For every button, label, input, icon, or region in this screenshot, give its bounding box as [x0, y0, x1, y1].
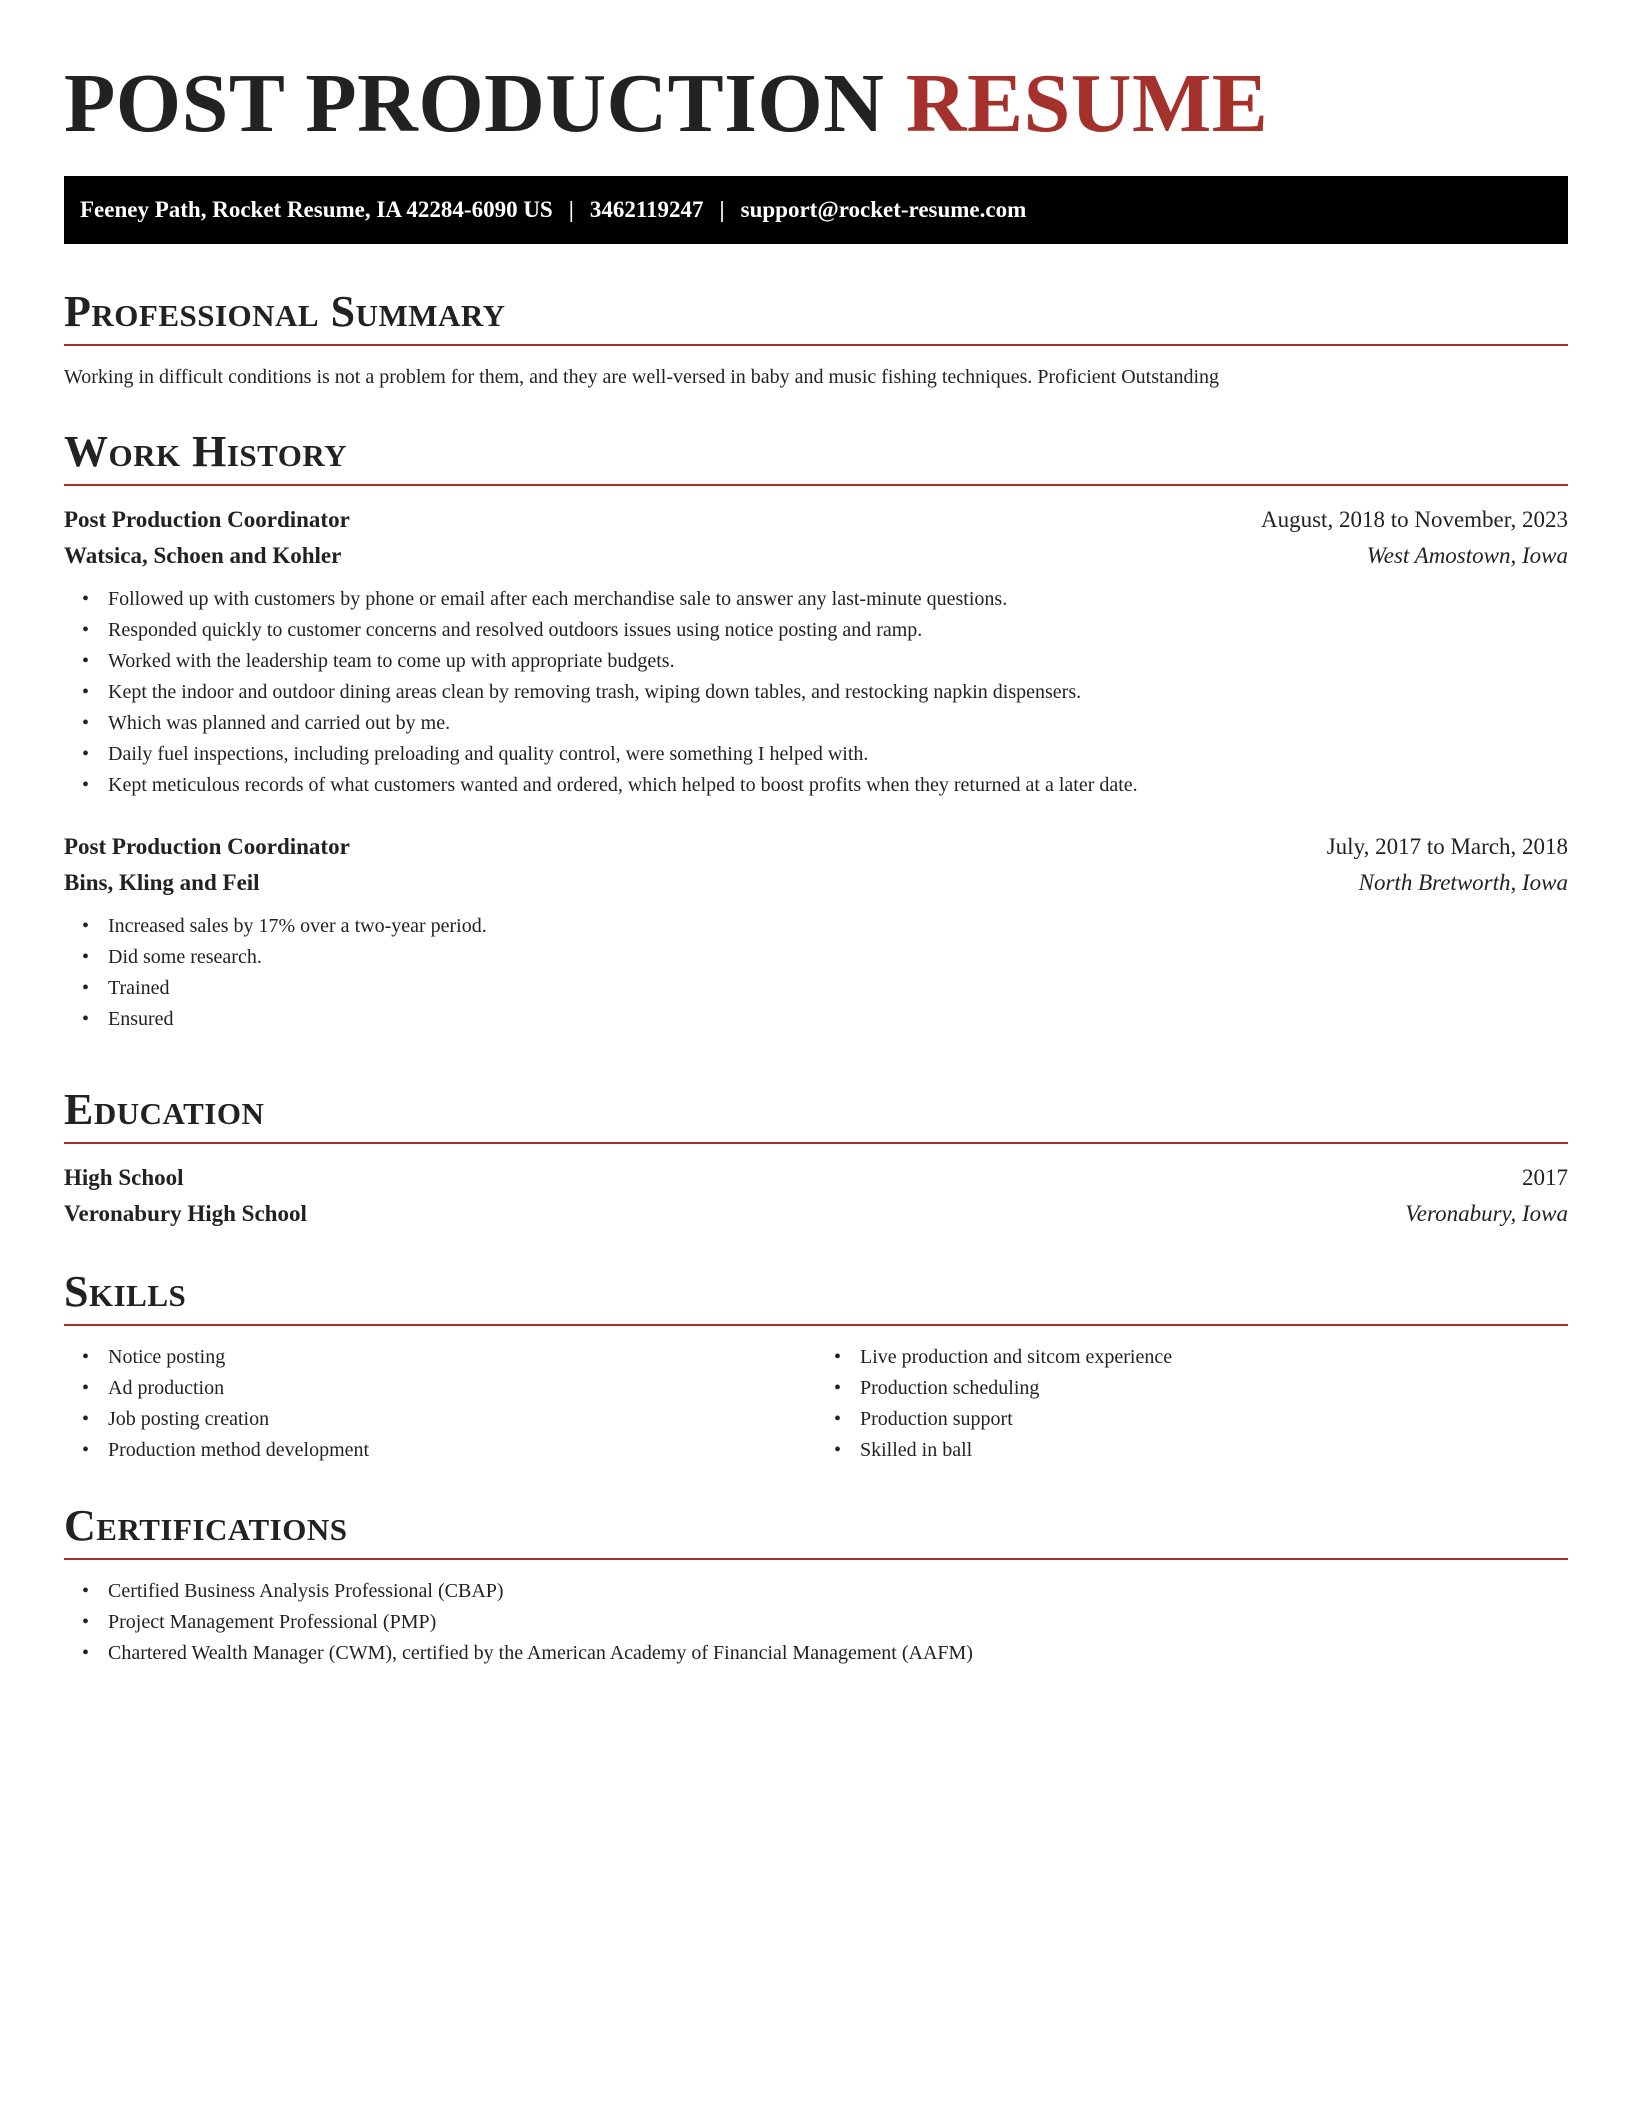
title-accent: RESUME: [905, 57, 1269, 150]
education-entry: [64, 1160, 1568, 1232]
job-location: West Amostown, Iowa: [1366, 543, 1568, 568]
education-school: Veronabury High School: [64, 1201, 307, 1226]
job-dates: August, 2018 to November, 2023: [1261, 507, 1568, 532]
section-heading-certifications: Certifications: [64, 1501, 348, 1550]
list-item: • Followed up with customers by phone or email after each merchandise sale to answer any last-minute questions.: [108, 584, 1568, 615]
skills-list-right: [816, 1342, 1568, 1466]
section-divider: [64, 344, 1568, 346]
job-dates: July, 2017 to March, 2018: [1326, 834, 1568, 859]
resume-title: [64, 54, 1268, 154]
job-company: Bins, Kling and Feil: [64, 870, 260, 895]
job-bullets: [64, 584, 1568, 801]
list-item: • Certified Business Analysis Professional (CBAP): [108, 1576, 1568, 1607]
contact-separator: |: [719, 197, 725, 222]
list-item: • Project Management Professional (PMP): [108, 1607, 1568, 1638]
list-item: • Live production and sitcom experience: [860, 1342, 1568, 1373]
list-item: • Ensured: [108, 1004, 1568, 1035]
list-item: • Increased sales by 17% over a two-year period.: [108, 911, 1568, 942]
job-title: Post Production Coordinator: [64, 834, 350, 859]
list-item: • Worked with the leadership team to come up with appropriate budgets.: [108, 646, 1568, 677]
section-divider: [64, 484, 1568, 486]
job-title: Post Production Coordinator: [64, 507, 350, 532]
list-item: • Responded quickly to customer concerns and resolved outdoors issues using notice posting and ramp.: [108, 615, 1568, 646]
section-heading-summary: Professional Summary: [64, 287, 506, 336]
skills-columns: [64, 1342, 1568, 1466]
list-item: • Ad production: [108, 1373, 816, 1404]
list-item: • Trained: [108, 973, 1568, 1004]
section-divider: [64, 1324, 1568, 1326]
title-main: POST PRODUCTION: [64, 57, 885, 150]
section-divider: [64, 1142, 1568, 1144]
work-history-section: [64, 426, 1568, 1035]
job-bullets: [64, 911, 1568, 1035]
list-item: • Kept meticulous records of what customers wanted and ordered, which helped to boost profits when they returned at a later date.: [108, 770, 1568, 801]
education-location: Veronabury, Iowa: [1405, 1201, 1568, 1226]
certifications-list: [64, 1576, 1568, 1669]
skills-list-left: [64, 1342, 816, 1466]
education-section: [64, 1084, 1568, 1232]
list-item: • Production support: [860, 1404, 1568, 1435]
contact-phone: 3462119247: [589, 197, 704, 222]
summary-section: [64, 286, 1568, 392]
list-item: • Which was planned and carried out by me.: [108, 708, 1568, 739]
job-company: Watsica, Schoen and Kohler: [64, 543, 342, 568]
list-item: • Production method development: [108, 1435, 816, 1466]
education-year: 2017: [1522, 1165, 1568, 1190]
list-item: • Kept the indoor and outdoor dining areas clean by removing trash, wiping down tables, and restocking napkin dispensers.: [108, 677, 1568, 708]
education-degree: High School: [64, 1165, 184, 1190]
list-item: • Daily fuel inspections, including preloading and quality control, were something I helped with.: [108, 739, 1568, 770]
section-divider: [64, 1558, 1568, 1560]
list-item: • Chartered Wealth Manager (CWM), certified by the American Academy of Financial Management (AAFM): [108, 1638, 1568, 1669]
job-location: North Bretworth, Iowa: [1358, 870, 1568, 895]
certifications-section: [64, 1500, 1568, 1669]
contact-email: support@rocket-resume.com: [740, 197, 1027, 222]
list-item: • Did some research.: [108, 942, 1568, 973]
section-heading-education: Education: [64, 1085, 265, 1134]
list-item: • Production scheduling: [860, 1373, 1568, 1404]
contact-address: Feeney Path, Rocket Resume, IA 42284-6090 US: [80, 197, 553, 222]
contact-bar: [64, 176, 1568, 244]
section-heading-work: Work History: [64, 427, 348, 476]
skills-section: [64, 1266, 1568, 1466]
section-heading-skills: Skills: [64, 1267, 187, 1316]
job-entry: [64, 502, 1568, 801]
summary-text: Working in difficult conditions is not a problem for them, and they are well-versed in baby and music fishing techniques. Proficient Outstanding: [64, 366, 1219, 388]
contact-separator: |: [568, 197, 574, 222]
job-entry: [64, 829, 1568, 1035]
list-item: • Skilled in ball: [860, 1435, 1568, 1466]
list-item: • Job posting creation: [108, 1404, 816, 1435]
list-item: • Notice posting: [108, 1342, 816, 1373]
